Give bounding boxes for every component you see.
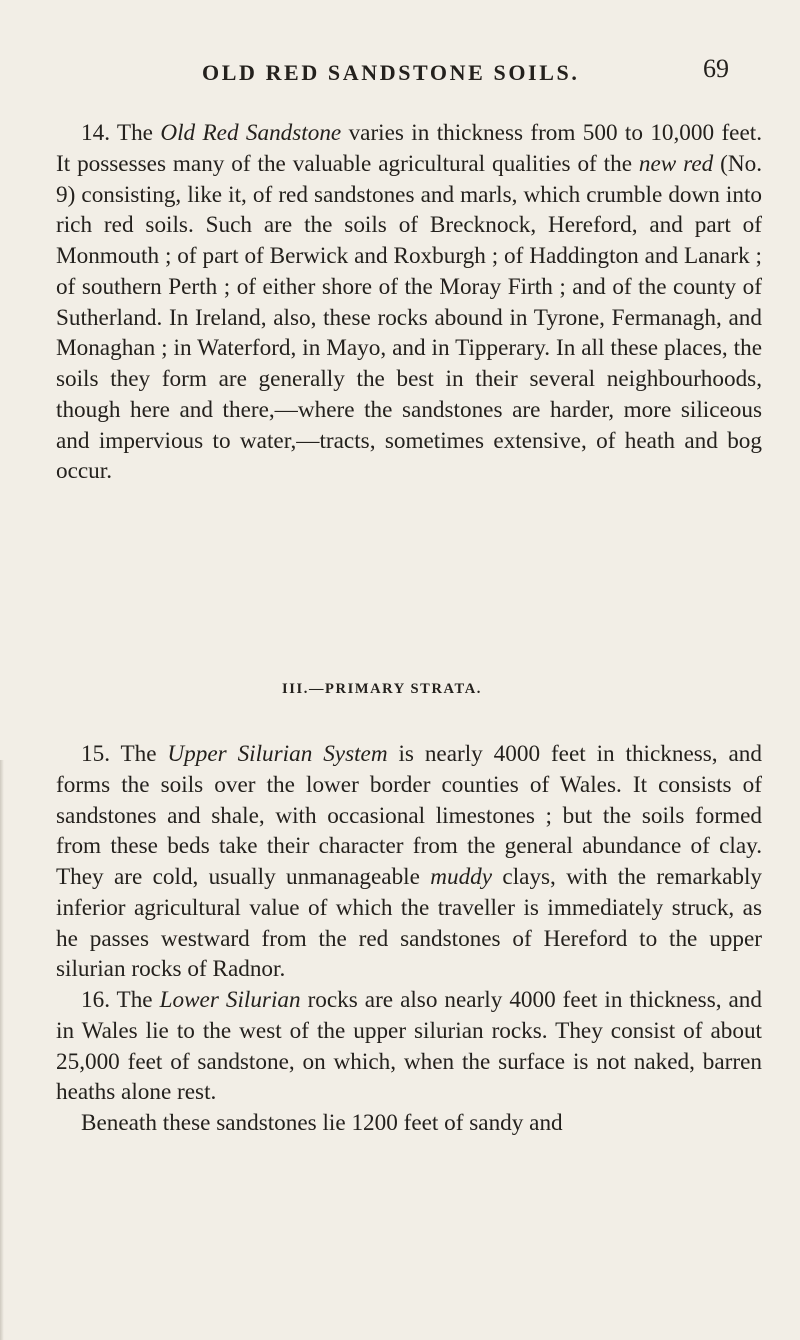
- paragraph-14: [56, 118, 762, 487]
- paragraph-14-italic-term: Old Red Sandstone: [160, 120, 342, 146]
- paragraph-15: [56, 739, 762, 985]
- paragraph-continuation-text: Beneath these sandstones lie 1200 feet of sandy and: [81, 1110, 563, 1136]
- paragraph-15-number: 15. The: [81, 741, 168, 767]
- page-gutter-shadow: [0, 760, 4, 1340]
- paragraph-14-text-1: varies in thickness from 500 to 10,000 feet. It possesses many of the valuable agricultural qualities of the: [56, 120, 762, 177]
- paragraph-15-italic-muddy: muddy: [430, 864, 493, 890]
- section-heading-text: III.—PRIMARY STRATA.: [282, 681, 482, 697]
- paragraph-continuation: [56, 1108, 762, 1139]
- page-number: 69: [703, 54, 729, 83]
- paragraph-16-text-1: rocks are also nearly 4000 feet in thickness, and in Wales lie to the west of the upper silurian rocks. They consist of about 25,000 feet of sandstone, on which, when the surface is not naked, barren heaths alone rest.: [56, 987, 762, 1106]
- paragraph-14-italic-new-red: new red: [638, 150, 714, 177]
- running-title: OLD RED SANDSTONE SOILS.: [202, 60, 580, 85]
- paragraph-16: [56, 985, 762, 1108]
- text-block-lower: [56, 739, 762, 1139]
- paragraph-16-number: 16. The: [81, 987, 160, 1013]
- running-head: [0, 54, 800, 88]
- section-heading: [0, 681, 800, 698]
- paragraph-14-text-2: (No. 9) consisting, like it, of red sandstones and marls, which crumble down into rich red soils. Such are the soils of Brecknock, Hereford, and part of Monmouth ; of part of Berwick and Roxburgh ; of Haddington and Lanark ; of southern Perth ; of either shore of the Moray Firth ; and of the county of Sutherland. In Ireland, also, these rocks abound in Tyrone, Fermanagh, and Monaghan ; in Waterford, in Mayo, and in Tipperary. In all these places, the soils they form are generally the best in their several neighbourhoods, though here and there,—where the sandstones are harder, more siliceous and impervious to water,—tracts, sometimes extensive, of heath and bog occur.: [56, 150, 763, 485]
- text-block-upper: [56, 118, 762, 487]
- paragraph-15-text-2: clays, with the remarkably inferior agricultural value of which the traveller is immediately struck, as he passes westward from the red sandstones of Hereford to the upper silurian rocks of Radnor.: [56, 864, 762, 983]
- paragraph-14-number: 14. The: [81, 120, 161, 146]
- paragraph-15-text-1: is nearly 4000 feet in thickness, and forms the soils over the lower border counties of Wales. It consists of sandstones and shale, with occasional limestones ; but the soils formed from these beds take their character from the general abundance of clay. They are cold, usually unmanageable: [56, 741, 762, 890]
- paragraph-15-italic-term: Upper Silurian System: [167, 741, 388, 767]
- paragraph-16-italic-term: Lower Silurian: [159, 987, 301, 1013]
